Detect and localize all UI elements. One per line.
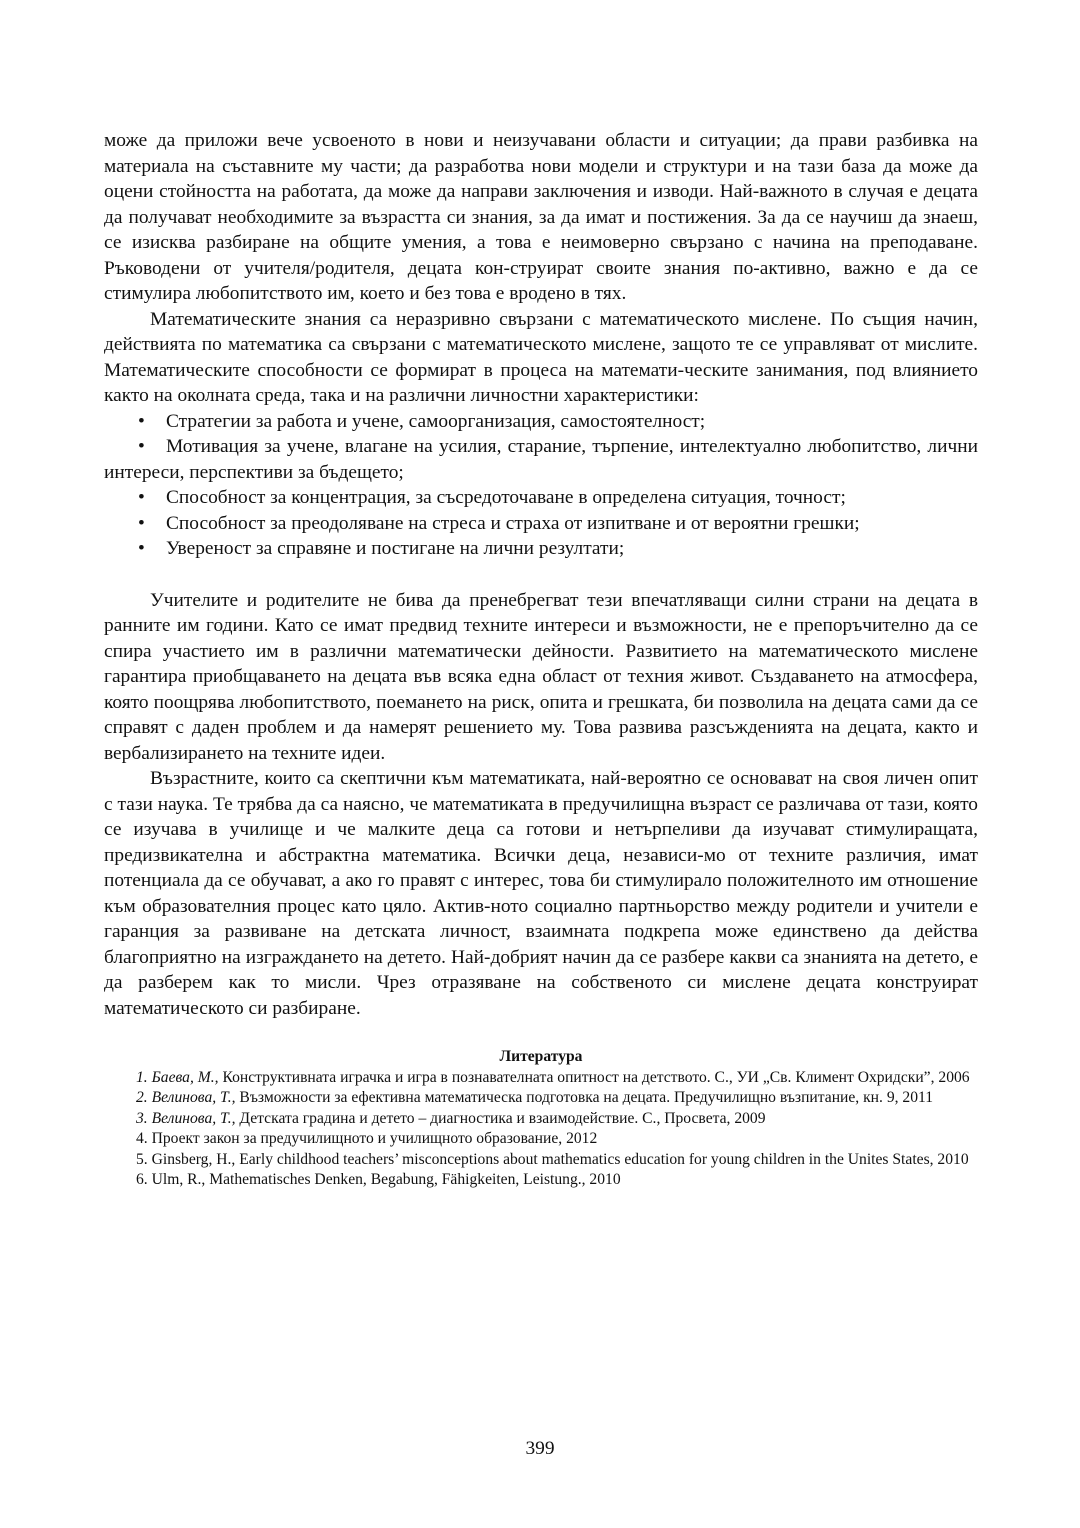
bullet-icon: •	[138, 436, 145, 457]
list-item	[104, 511, 978, 537]
reference-item	[104, 1109, 978, 1130]
list-item	[104, 409, 978, 435]
paragraph-1: може да приложи вече усвоеното в нови и неизучавани области и ситуации; да прави разбивка на материала на съставните му части; да разработва нови модели и структури и на тази база да може да оцени стойността на работата, да може да направи заключения и изводи. Най-важното в случая е децата да получават необходимите за възрастта си знания, за да имат и постижения. За да се научиш да знаеш, се изисква разбиране на общите умения, а това е неимоверно свързано с начина на преподаване. Ръководени от учителя/родителя, децата кон-струират своите знания по-активно, важно е да се стимулира любопитството им, което и без това е вродено в тях.	[104, 130, 978, 304]
reference-author: 3. Велинова, Т.,	[136, 1109, 236, 1127]
page-content	[104, 128, 978, 1191]
reference-text: 6. Ulm, R., Mathematisches Denken, Begabung, Fähigkeiten, Leistung., 2010	[136, 1171, 621, 1188]
reference-text: Конструктивната играчка и игра в познавателната опитност на детството. С., УИ „Св. Климент Охридски”, 2006	[218, 1068, 970, 1086]
reference-text: 5. Ginsberg, H., Early childhood teachers’ misconceptions about mathematics education for young children in the Unites States, 2010	[136, 1150, 969, 1168]
paragraph-4: Възрастните, които са скептични към математиката, най-вероятно се основават на своя личен опит с тази наука. Те трябва да са наясно, че математиката в предучилищна възраст се различава от тази, която се изучава в училище и че малките деца са готови и нетърпеливи да изучават стимулиращата, предизвикателна и абстрактна математика. Всички деца, независи-мо от техните различия, имат потенциала да се обучават, а ако го правят с интерес, това би стимулирало положителното им отношение към образователния процес като цяло. Актив-ното социално партньорство между родители и учители е гаранция за развиване на детската личност, взаимната подкрепа може единствено да действа благоприятно на изграждането на детето. Най-добрият начин да се разбере какви са знанията на детето, е да разберем как то мисли. Чрез отразяване на собственото си мислене децата конструират математическото си разбиране.	[104, 768, 978, 1019]
list-item	[104, 536, 978, 562]
bullet-list	[104, 409, 978, 562]
list-item	[104, 434, 978, 485]
reference-item	[104, 1088, 978, 1109]
reference-item	[104, 1150, 978, 1171]
reference-author: 1. Баева, М.,	[136, 1068, 219, 1086]
bullet-icon: •	[138, 487, 145, 508]
references-title: Литература	[499, 1048, 583, 1065]
list-item-text: Мотивация за учене, влагане на усилия, старание, търпение, интелектуално любопитство, лични интереси, перспективи за бъдещето;	[104, 436, 978, 483]
reference-text: Детската градина и детето – диагностика и взаимодействие. С., Просвета, 2009	[235, 1109, 766, 1127]
paragraph-2: Математическите знания са неразривно свързани с математическото мислене. По същия начин, действията по математика са свързани с математическото мислене, защото те се управляват от мислите. Математическите способности се формират в процеса на математи-ческите занимания, под влиянието както на околната среда, така и на различни личностни характеристики:	[104, 308, 978, 406]
reference-text: Възможности за ефективна математическа подготовка на децата. Предучилищно възпитание, кн. 9, 2011	[235, 1089, 934, 1106]
list-item-text: Стратегии за работа и учене, самоорганизация, самостоятелност;	[166, 410, 706, 432]
list-item-text: Способност за концентрация, за съсредоточаване в определена ситуация, точност;	[166, 487, 846, 508]
references-section	[104, 1047, 978, 1191]
paragraph-3: Учителите и родителите не бива да пренебрегват тези впечатляващи силни страни на децата в ранните им години. Като се имат предвид техните интереси и възможности, не е препоръчително да се спира участието им в различни математически дейности. Развитието на математическото мислене гарантира приобщаването на децата във всяка една област от техния живот. Създаването на атмосфера, която поощрява любопитството, поемането на риск, опита и грешката, би позволила на децата сами да се справят с даден проблем и да намерят решението му. Това развива разсъжденията на децата, както и вербализирането на техните идеи.	[104, 589, 978, 764]
reference-item	[104, 1170, 978, 1191]
list-item	[104, 485, 978, 511]
reference-item	[104, 1068, 978, 1089]
spacer	[104, 562, 978, 588]
bullet-icon: •	[138, 538, 145, 559]
bullet-icon: •	[138, 512, 145, 534]
page-number: 399	[525, 1438, 555, 1459]
reference-item	[104, 1129, 978, 1150]
list-item-text: Способност за преодоляване на стреса и страха от изпитване и от вероятни грешки;	[166, 512, 860, 534]
bullet-icon: •	[138, 410, 145, 432]
reference-author: 2. Велинова, Т.,	[136, 1089, 236, 1106]
list-item-text: Увереност за справяне и постигане на лични резултати;	[166, 538, 625, 559]
body-text	[104, 128, 978, 1021]
reference-text: 4. Проект закон за предучилищното и училищното образование, 2012	[136, 1130, 598, 1147]
